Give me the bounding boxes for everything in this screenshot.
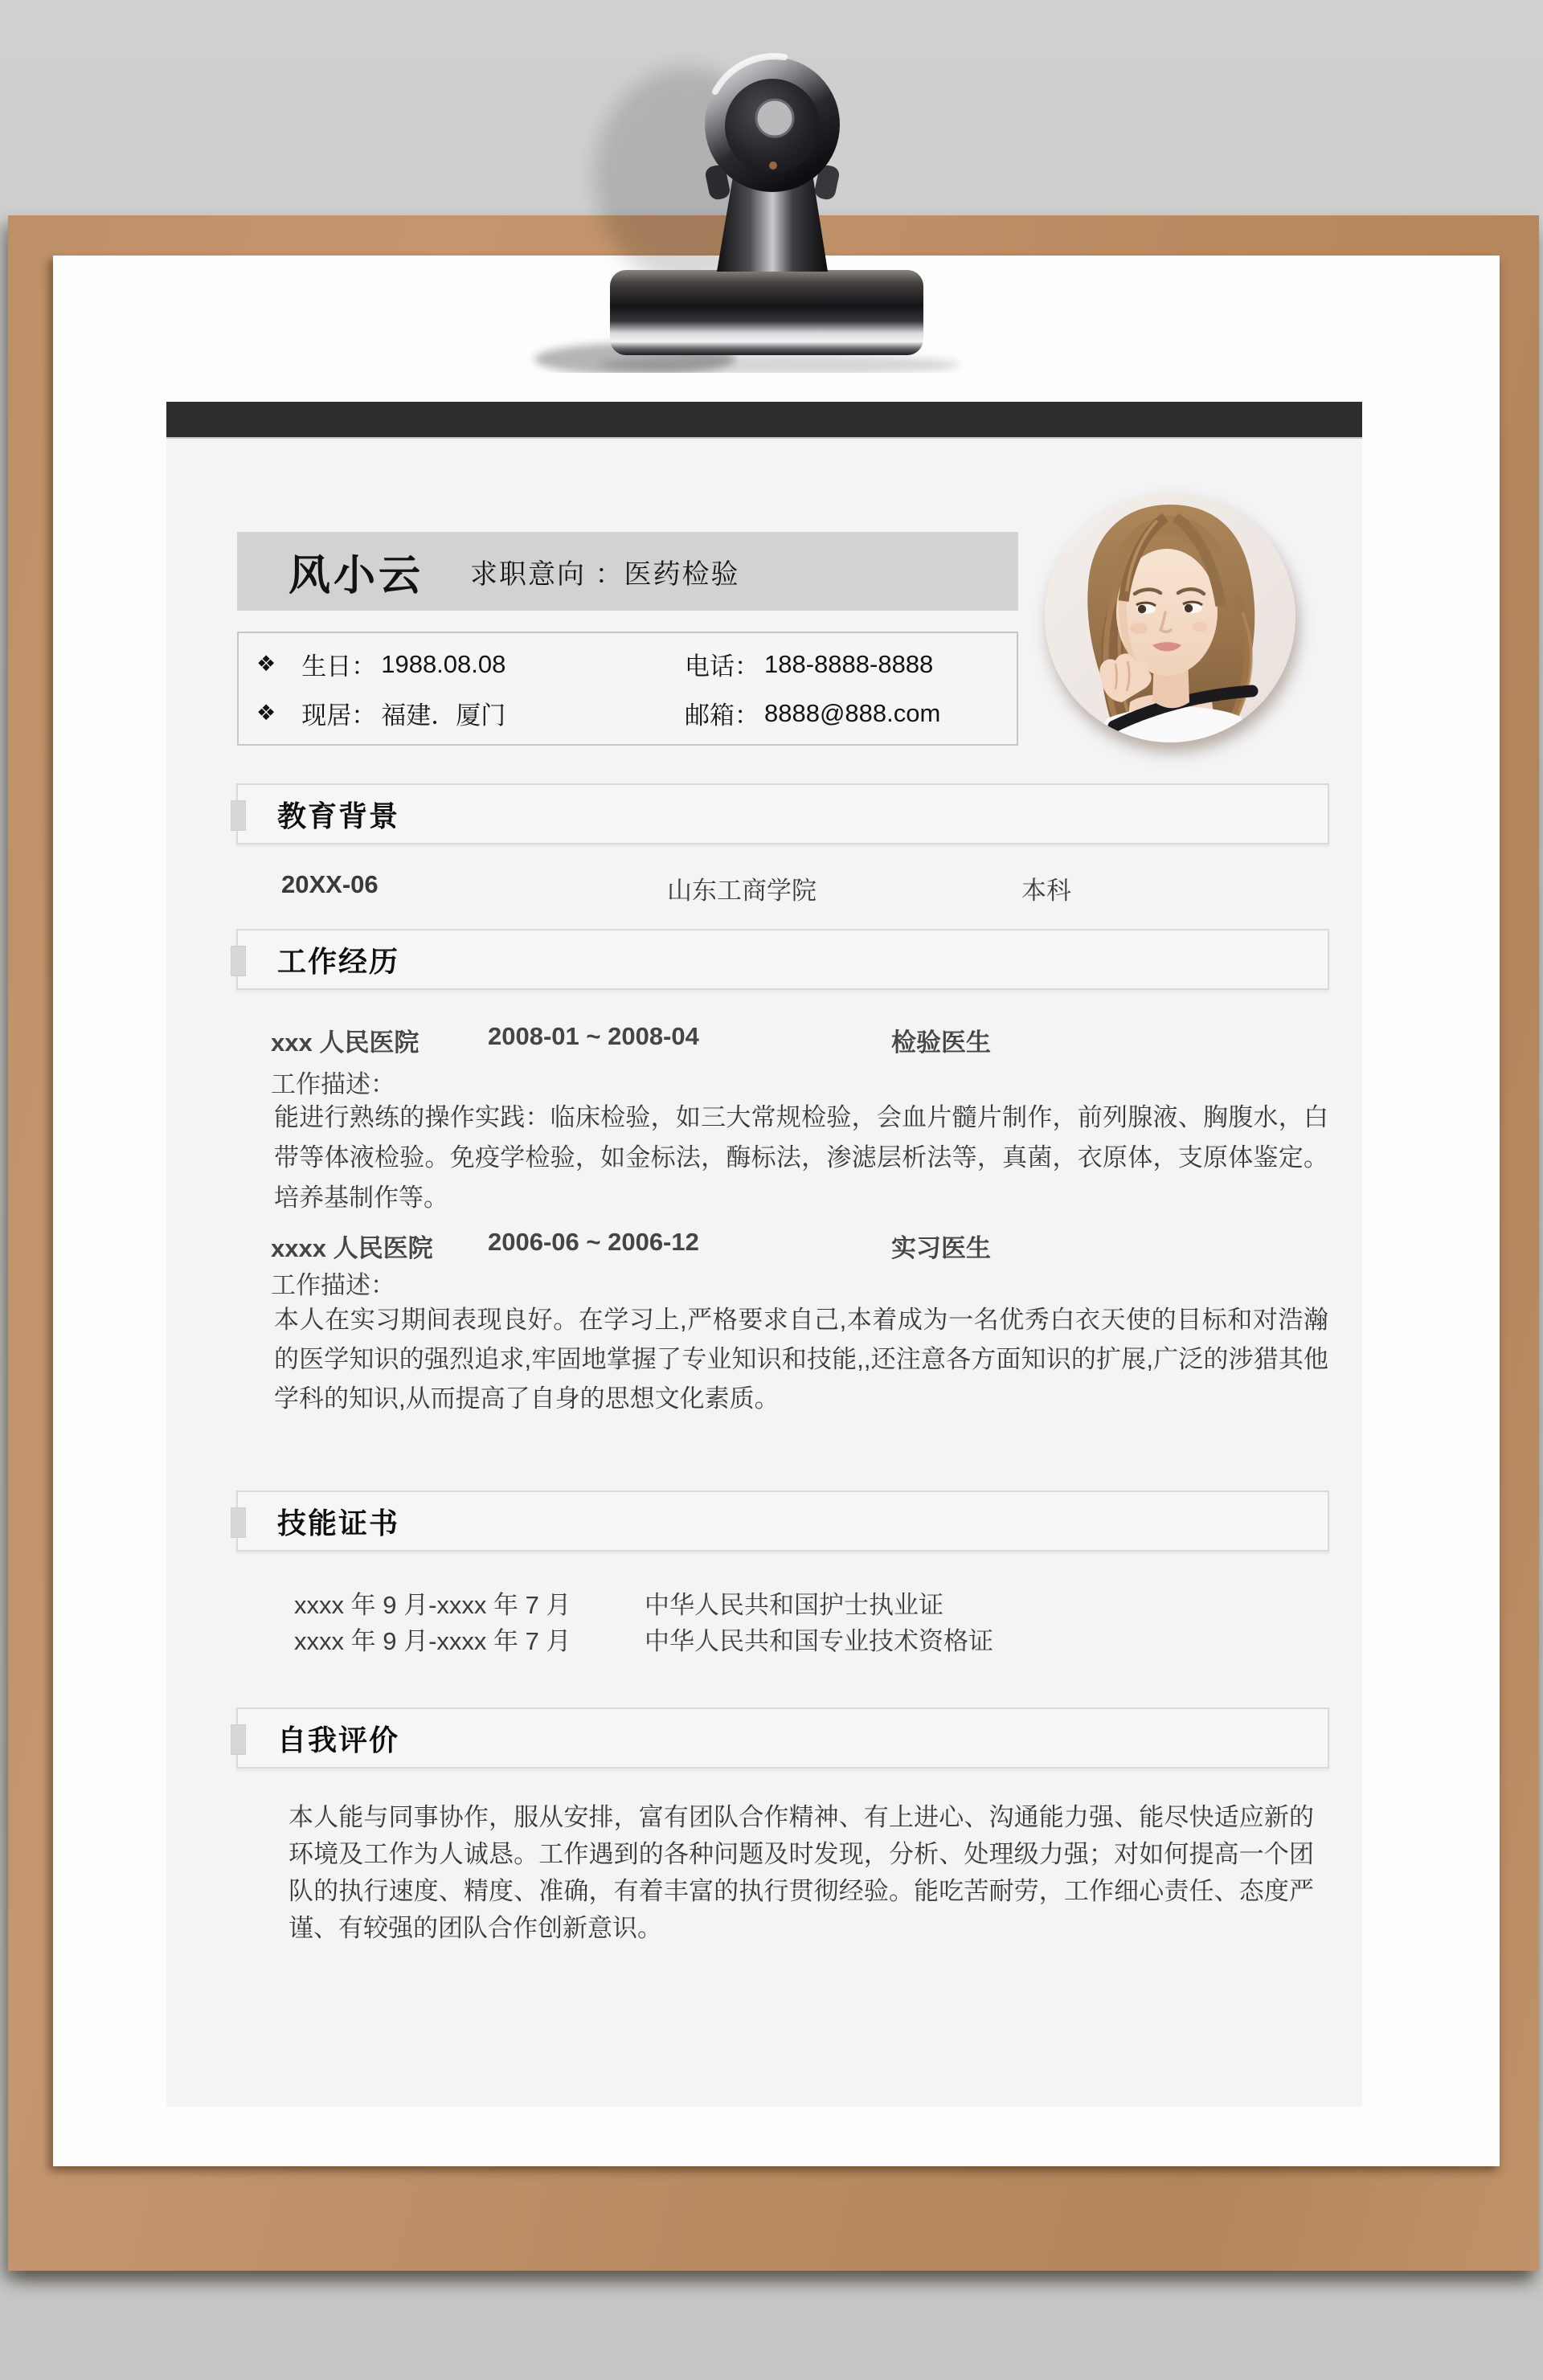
skills-section-title: 技能证书 <box>277 1506 400 1540</box>
skill-row <box>166 1621 1362 1653</box>
resume-paper <box>53 256 1500 2166</box>
section-tab-marker <box>231 1724 246 1755</box>
self-evaluation-section-header <box>236 1707 1329 1769</box>
diamond-bullet-icon: ❖ <box>256 701 276 725</box>
section-tab-marker <box>231 946 246 976</box>
certificate-period: xxxx 年 9 月-xxxx 年 7 月 <box>294 1591 571 1619</box>
education-section-header <box>236 783 1329 844</box>
resume-content <box>166 402 1362 2107</box>
email-label: 邮箱： <box>685 701 759 730</box>
job-company: xxx 人民医院 <box>271 1028 420 1057</box>
candidate-name: 风小云 <box>289 552 424 599</box>
objective-value: 医药检验 <box>624 558 740 590</box>
email-value: 8888@888.com <box>764 698 941 727</box>
resume-top-accent-bar <box>166 402 1362 437</box>
residence-label: 现居： <box>301 701 377 730</box>
phone-value: 188-8888-8888 <box>764 649 934 678</box>
job-description-text: 本人在实习期间表现良好。在学习上,严格要求自己,本着成为一名优秀白衣天使的目标和对浩瀚的医学知识的强烈追求,牢固地掌握了专业知识和技能,,还注意各方面知识的扩展,广泛的涉猎其他学科的知识,从而提高了自身的思想文化素质。 <box>274 1306 1328 1413</box>
phone-label: 电话： <box>685 652 759 681</box>
birthday-value: 1988.08.08 <box>381 649 506 678</box>
contact-row <box>239 646 1017 682</box>
portrait-illustration <box>1045 492 1295 742</box>
job-title: 检验医生 <box>891 1028 991 1057</box>
education-degree: 本科 <box>1021 877 1071 905</box>
skills-section-header <box>236 1491 1329 1552</box>
profile-photo <box>1045 492 1295 742</box>
work-section-header <box>236 929 1329 990</box>
self-evaluation-section-title: 自我评价 <box>277 1723 400 1756</box>
job-row <box>166 1022 1362 1057</box>
contact-row <box>239 695 1017 731</box>
education-school: 山东工商学院 <box>667 877 817 905</box>
job-period: 2006-06 ~ 2006-12 <box>488 1228 699 1256</box>
job-company: xxxx 人民医院 <box>271 1234 433 1262</box>
section-tab-marker <box>231 800 246 831</box>
residence-value: 福建．厦门 <box>381 701 506 730</box>
education-date: 20XX-06 <box>281 870 379 898</box>
name-bar <box>237 532 1018 611</box>
job-description-label: 工作描述： <box>271 1271 395 1299</box>
job-row <box>166 1228 1362 1260</box>
job-description-label: 工作描述： <box>271 1070 395 1098</box>
diamond-bullet-icon: ❖ <box>256 652 276 676</box>
education-row <box>166 870 1362 905</box>
binder-clip <box>514 11 1029 373</box>
certificate-name: 中华人民共和国专业技术资格证 <box>645 1627 993 1655</box>
contact-info-box <box>237 632 1018 746</box>
education-section-title: 教育背景 <box>277 799 400 832</box>
job-period: 2008-01 ~ 2008-04 <box>488 1022 699 1050</box>
section-tab-marker <box>231 1507 246 1538</box>
certificate-name: 中华人民共和国护士执业证 <box>645 1591 943 1619</box>
binder-clip-graphic <box>514 11 1029 373</box>
work-section-title: 工作经历 <box>277 944 400 978</box>
objective-label: 求职意向 ： <box>470 558 624 590</box>
certificate-period: xxxx 年 9 月-xxxx 年 7 月 <box>294 1627 571 1655</box>
birthday-label: 生日： <box>301 652 377 681</box>
job-title: 实习医生 <box>891 1234 991 1262</box>
self-evaluation-text: 本人能与同事协作，服从安排，富有团队合作精神、有上进心、沟通能力强、能尽快适应新的环境及工作为人诚恳。工作遇到的各种问题及时发现，分析、处理级力强；对如何提高一个团队的执行速度、精度、准确，有着丰富的执行贯彻经验。能吃苦耐劳，工作细心责任、态度严谨、有较强的团队合作创新意识。 <box>289 1803 1314 1942</box>
job-description-text: 能进行熟练的操作实践：临床检验，如三大常规检验，会血片髓片制作，前列腺液、胸腹水，白带等体液检验。免疫学检验，如金标法，酶标法，渗滤层析法等，真菌，衣原体，支原体鉴定。培养基制作等。 <box>274 1103 1328 1212</box>
skill-row <box>166 1585 1362 1617</box>
